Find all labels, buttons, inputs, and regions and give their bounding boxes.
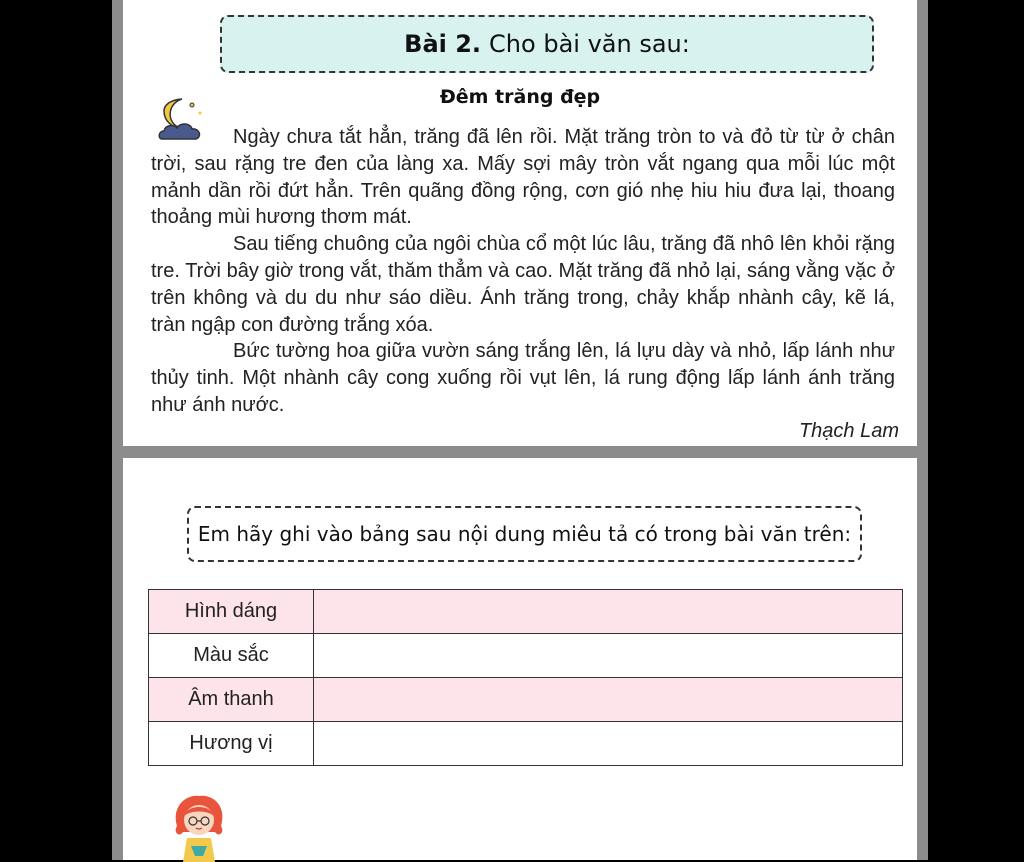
girl-illustration-icon bbox=[167, 792, 231, 862]
row-label: Hương vị bbox=[149, 722, 314, 766]
worksheet-page-1 bbox=[112, 0, 928, 454]
table-row bbox=[149, 722, 903, 766]
worksheet-page-2 bbox=[112, 454, 928, 860]
exercise-title-box bbox=[220, 15, 874, 73]
answer-cell[interactable] bbox=[314, 678, 903, 722]
answer-cell[interactable] bbox=[314, 722, 903, 766]
row-label: Âm thanh bbox=[149, 678, 314, 722]
page-sheet bbox=[123, 458, 917, 860]
passage-paragraph: Sau tiếng chuông của ngôi chùa cổ một lúc lâu, trăng đã nhô lên khỏi rặng tre. Trời bây giờ trong vắt, thăm thẳm và cao. Mặt trăng đã nhỏ lại, sáng vằng vặc ở trên không và du du như sáo diều. Ánh trăng trong, chảy khắp nhành cây, kẽ lá, tràn ngập con đường trắng xóa. bbox=[151, 233, 895, 336]
row-label: Màu sắc bbox=[149, 634, 314, 678]
answer-cell[interactable] bbox=[314, 590, 903, 634]
passage-title: Đêm trăng đẹp bbox=[439, 86, 601, 108]
task-prompt: Em hãy ghi vào bảng sau nội dung miêu tả có trong bài văn trên: bbox=[197, 522, 852, 546]
task-prompt-box bbox=[187, 506, 862, 562]
passage-author: Thạch Lam bbox=[798, 420, 899, 442]
answer-cell[interactable] bbox=[314, 634, 903, 678]
passage-paragraph: Bức tường hoa giữa vườn sáng trắng lên, lá lựu dày và nhỏ, lấp lánh như thủy tinh. Một nhành cây cong xuống rồi vụt lên, lá rung động lấp lánh ánh trăng như ánh nước. bbox=[151, 340, 895, 416]
exercise-number: Bài 2. bbox=[404, 30, 482, 58]
passage-body bbox=[151, 124, 895, 419]
exercise-instruction: Cho bài văn sau: bbox=[489, 30, 690, 58]
passage-paragraph: Ngày chưa tắt hẳn, trăng đã lên rồi. Mặt trăng tròn to và đỏ từ từ ở chân trời, sau rặng tre đen của làng xa. Mấy sợi mây tròn vắt ngang qua mỗi lúc một mảnh dần rồi đứt hẳn. Trên quãng đồng rộng, cơn gió nhẹ hiu hiu đưa lại, thoang thoảng mùi hương thơm mát. bbox=[151, 126, 895, 229]
row-label: Hình dáng bbox=[149, 590, 314, 634]
table-row bbox=[149, 678, 903, 722]
answer-table bbox=[148, 589, 903, 766]
table-row bbox=[149, 590, 903, 634]
page-sheet bbox=[123, 0, 917, 446]
table-row bbox=[149, 634, 903, 678]
